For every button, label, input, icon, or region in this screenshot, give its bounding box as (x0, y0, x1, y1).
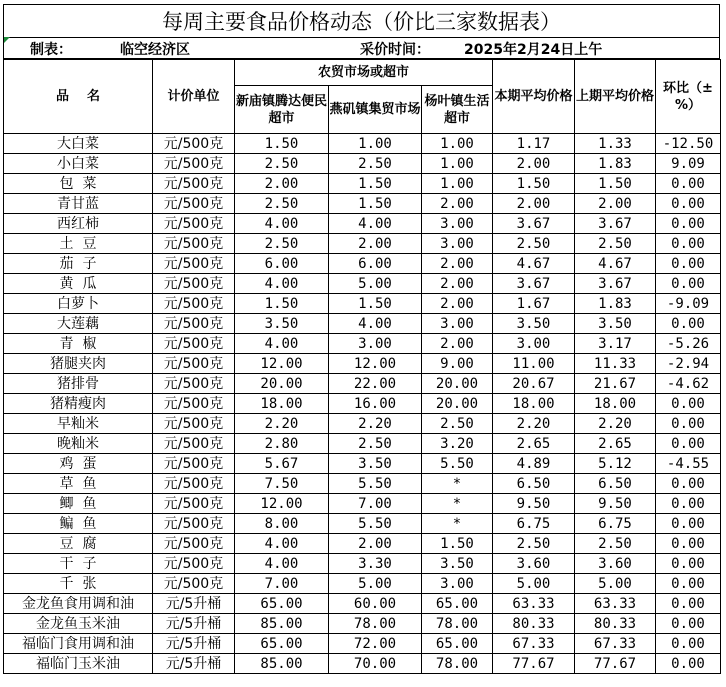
unit-cell: 元/500克 (153, 194, 235, 214)
current-avg-price: 63.33 (493, 594, 575, 614)
current-avg-price: 2.50 (493, 234, 575, 254)
unit-cell: 元/500克 (153, 274, 235, 294)
unit-cell: 元/500克 (153, 294, 235, 314)
header-market3: 杨叶镇生活超市 (422, 86, 493, 134)
market2-price: 3.00 (329, 334, 422, 354)
market2-price: 12.00 (329, 354, 422, 374)
market2-price: 4.00 (329, 214, 422, 234)
change-percent: 0.00 (656, 514, 721, 534)
market2-price: 3.30 (329, 554, 422, 574)
current-avg-price: 2.00 (493, 154, 575, 174)
market1-price: 2.80 (235, 434, 329, 454)
market1-price: 2.20 (235, 414, 329, 434)
maker-value: 临空经济区 (120, 42, 190, 58)
header-market-group: 农贸市场或超市 (235, 60, 493, 86)
previous-avg-price: 5.12 (575, 454, 656, 474)
market3-price: 3.00 (422, 234, 493, 254)
market3-price: 2.50 (422, 414, 493, 434)
market2-price: 1.50 (329, 294, 422, 314)
market1-price: 4.00 (235, 274, 329, 294)
market1-price: 20.00 (235, 374, 329, 394)
table-row (4, 414, 721, 434)
previous-avg-price: 6.50 (575, 474, 656, 494)
current-avg-price: 4.67 (493, 254, 575, 274)
previous-avg-price: 3.67 (575, 274, 656, 294)
market2-price: 2.00 (329, 234, 422, 254)
current-avg-price: 3.67 (493, 214, 575, 234)
market1-price: 4.00 (235, 334, 329, 354)
item-name: 小白菜 (4, 154, 153, 174)
market3-price: 2.00 (422, 254, 493, 274)
market1-price: 3.50 (235, 314, 329, 334)
change-percent: -4.62 (656, 374, 721, 394)
header-current-avg: 本期平均价格 (493, 60, 575, 134)
item-name: 鸡 蛋 (4, 454, 153, 474)
item-name: 西红柿 (4, 214, 153, 234)
unit-cell: 元/500克 (153, 434, 235, 454)
market2-price: 2.20 (329, 414, 422, 434)
market1-price: 8.00 (235, 514, 329, 534)
item-name: 金龙鱼食用调和油 (4, 594, 153, 614)
current-avg-price: 2.50 (493, 534, 575, 554)
current-avg-price: 9.50 (493, 494, 575, 514)
market2-price: 3.50 (329, 454, 422, 474)
market1-price: 4.00 (235, 554, 329, 574)
item-name: 豆 腐 (4, 534, 153, 554)
market2-price: 4.00 (329, 314, 422, 334)
unit-cell: 元/500克 (153, 454, 235, 474)
current-avg-price: 80.33 (493, 614, 575, 634)
current-avg-price: 77.67 (493, 654, 575, 674)
current-avg-price: 20.67 (493, 374, 575, 394)
item-name: 黄 瓜 (4, 274, 153, 294)
current-avg-price: 3.00 (493, 334, 575, 354)
item-name: 早籼米 (4, 414, 153, 434)
market3-price: 65.00 (422, 634, 493, 654)
current-avg-price: 67.33 (493, 634, 575, 654)
previous-avg-price: 3.50 (575, 314, 656, 334)
market3-price: 5.50 (422, 454, 493, 474)
current-avg-price: 3.60 (493, 554, 575, 574)
item-name: 包 菜 (4, 174, 153, 194)
market2-price: 78.00 (329, 614, 422, 634)
change-percent: 0.00 (656, 194, 721, 214)
time-label: 采价时间： (360, 42, 430, 58)
market2-price: 2.50 (329, 434, 422, 454)
market3-price: 1.00 (422, 174, 493, 194)
change-percent: -4.55 (656, 454, 721, 474)
table-row (4, 154, 721, 174)
market3-price: 20.00 (422, 374, 493, 394)
change-percent: 0.00 (656, 434, 721, 454)
change-percent: 0.00 (656, 634, 721, 654)
unit-cell: 元/5升桶 (153, 634, 235, 654)
unit-cell: 元/500克 (153, 354, 235, 374)
change-percent: -9.09 (656, 294, 721, 314)
item-name: 晚籼米 (4, 434, 153, 454)
previous-avg-price: 1.83 (575, 154, 656, 174)
maker-label: 制表： (30, 42, 72, 58)
change-percent: 0.00 (656, 554, 721, 574)
table-row (4, 614, 721, 634)
market2-price: 1.50 (329, 174, 422, 194)
market3-price: 3.50 (422, 554, 493, 574)
current-avg-price: 3.50 (493, 314, 575, 334)
table-row (4, 334, 721, 354)
current-avg-price: 2.00 (493, 194, 575, 214)
unit-cell: 元/5升桶 (153, 614, 235, 634)
header-change: 环比（±%） (656, 60, 721, 134)
change-percent: 0.00 (656, 414, 721, 434)
market3-price: 3.00 (422, 214, 493, 234)
market3-price: 2.00 (422, 294, 493, 314)
market3-price: * (422, 494, 493, 514)
previous-avg-price: 1.33 (575, 134, 656, 154)
change-percent: 0.00 (656, 394, 721, 414)
market1-price: 1.50 (235, 294, 329, 314)
unit-cell: 元/500克 (153, 534, 235, 554)
current-avg-price: 1.67 (493, 294, 575, 314)
price-table (3, 59, 721, 674)
table-row (4, 234, 721, 254)
market3-price: * (422, 514, 493, 534)
current-avg-price: 6.75 (493, 514, 575, 534)
unit-cell: 元/5升桶 (153, 594, 235, 614)
item-name: 猪腿夹肉 (4, 354, 153, 374)
header-previous-avg: 上期平均价格 (575, 60, 656, 134)
market3-price: 78.00 (422, 654, 493, 674)
market2-price: 2.50 (329, 154, 422, 174)
header-name: 品 名 (4, 60, 153, 134)
market2-price: 2.00 (329, 534, 422, 554)
change-percent: -2.94 (656, 354, 721, 374)
unit-cell: 元/500克 (153, 394, 235, 414)
market1-price: 85.00 (235, 614, 329, 634)
change-percent: -12.50 (656, 134, 721, 154)
change-percent: 0.00 (656, 594, 721, 614)
unit-cell: 元/500克 (153, 154, 235, 174)
change-percent: 0.00 (656, 474, 721, 494)
table-row (4, 634, 721, 654)
item-name: 金龙鱼玉米油 (4, 614, 153, 634)
table-row (4, 474, 721, 494)
change-percent: 0.00 (656, 254, 721, 274)
item-name: 大白菜 (4, 134, 153, 154)
market1-price: 7.00 (235, 574, 329, 594)
previous-avg-price: 2.00 (575, 194, 656, 214)
current-avg-price: 5.00 (493, 574, 575, 594)
table-row (4, 514, 721, 534)
market1-price: 5.67 (235, 454, 329, 474)
market2-price: 22.00 (329, 374, 422, 394)
market2-price: 5.00 (329, 274, 422, 294)
change-percent: -5.26 (656, 334, 721, 354)
market3-price: 65.00 (422, 594, 493, 614)
market1-price: 12.00 (235, 494, 329, 514)
unit-cell: 元/500克 (153, 334, 235, 354)
table-row (4, 394, 721, 414)
table-row (4, 434, 721, 454)
market1-price: 1.50 (235, 134, 329, 154)
market2-price: 70.00 (329, 654, 422, 674)
current-avg-price: 2.65 (493, 434, 575, 454)
info-bar (3, 38, 720, 59)
market1-price: 2.50 (235, 194, 329, 214)
previous-avg-price: 2.50 (575, 534, 656, 554)
market1-price: 4.00 (235, 534, 329, 554)
unit-cell: 元/500克 (153, 314, 235, 334)
previous-avg-price: 21.67 (575, 374, 656, 394)
market3-price: 2.00 (422, 194, 493, 214)
table-row (4, 134, 721, 154)
market1-price: 7.50 (235, 474, 329, 494)
market3-price: 3.20 (422, 434, 493, 454)
table-row (4, 494, 721, 514)
unit-cell: 元/500克 (153, 254, 235, 274)
previous-avg-price: 6.75 (575, 514, 656, 534)
current-avg-price: 6.50 (493, 474, 575, 494)
item-name: 大莲藕 (4, 314, 153, 334)
market2-price: 6.00 (329, 254, 422, 274)
unit-cell: 元/5升桶 (153, 654, 235, 674)
unit-cell: 元/500克 (153, 554, 235, 574)
previous-avg-price: 11.33 (575, 354, 656, 374)
change-percent: 0.00 (656, 574, 721, 594)
previous-avg-price: 9.50 (575, 494, 656, 514)
change-percent: 0.00 (656, 654, 721, 674)
current-avg-price: 1.17 (493, 134, 575, 154)
item-name: 白萝卜 (4, 294, 153, 314)
market1-price: 2.50 (235, 154, 329, 174)
market3-price: * (422, 474, 493, 494)
unit-cell: 元/500克 (153, 574, 235, 594)
change-percent: 0.00 (656, 534, 721, 554)
table-row (4, 294, 721, 314)
item-name: 干 子 (4, 554, 153, 574)
unit-cell: 元/500克 (153, 414, 235, 434)
item-name: 茄 子 (4, 254, 153, 274)
market3-price: 1.50 (422, 534, 493, 554)
unit-cell: 元/500克 (153, 514, 235, 534)
time-value: 2025年2月24日上午 (464, 42, 603, 58)
item-name: 猪排骨 (4, 374, 153, 394)
table-row (4, 174, 721, 194)
previous-avg-price: 18.00 (575, 394, 656, 414)
table-row (4, 594, 721, 614)
item-name: 青 椒 (4, 334, 153, 354)
item-name: 青甘蓝 (4, 194, 153, 214)
current-avg-price: 11.00 (493, 354, 575, 374)
unit-cell: 元/500克 (153, 214, 235, 234)
market2-price: 1.00 (329, 134, 422, 154)
current-avg-price: 3.67 (493, 274, 575, 294)
unit-cell: 元/500克 (153, 134, 235, 154)
market3-price: 9.00 (422, 354, 493, 374)
previous-avg-price: 2.65 (575, 434, 656, 454)
table-row (4, 314, 721, 334)
market2-price: 1.50 (329, 194, 422, 214)
change-percent: 0.00 (656, 174, 721, 194)
previous-avg-price: 3.60 (575, 554, 656, 574)
previous-avg-price: 2.50 (575, 234, 656, 254)
previous-avg-price: 63.33 (575, 594, 656, 614)
current-avg-price: 18.00 (493, 394, 575, 414)
market3-price: 2.00 (422, 334, 493, 354)
market2-price: 60.00 (329, 594, 422, 614)
market2-price: 5.50 (329, 474, 422, 494)
previous-avg-price: 2.20 (575, 414, 656, 434)
header-unit: 计价单位 (153, 60, 235, 134)
item-name: 鳊 鱼 (4, 514, 153, 534)
table-row (4, 354, 721, 374)
table-row (4, 254, 721, 274)
table-row (4, 374, 721, 394)
market1-price: 65.00 (235, 594, 329, 614)
previous-avg-price: 5.00 (575, 574, 656, 594)
market2-price: 5.00 (329, 574, 422, 594)
unit-cell: 元/500克 (153, 234, 235, 254)
change-percent: 0.00 (656, 274, 721, 294)
previous-avg-price: 77.67 (575, 654, 656, 674)
change-percent: 0.00 (656, 314, 721, 334)
market1-price: 2.00 (235, 174, 329, 194)
previous-avg-price: 3.17 (575, 334, 656, 354)
previous-avg-price: 4.67 (575, 254, 656, 274)
previous-avg-price: 3.67 (575, 214, 656, 234)
market1-price: 4.00 (235, 214, 329, 234)
change-percent: 0.00 (656, 494, 721, 514)
header-market1: 新庙镇腾达便民超市 (235, 86, 329, 134)
table-row (4, 574, 721, 594)
previous-avg-price: 1.83 (575, 294, 656, 314)
change-percent: 0.00 (656, 234, 721, 254)
market2-price: 7.00 (329, 494, 422, 514)
change-percent: 0.00 (656, 214, 721, 234)
market3-price: 3.00 (422, 314, 493, 334)
previous-avg-price: 67.33 (575, 634, 656, 654)
header-market2: 燕矶镇集贸市场 (329, 86, 422, 134)
market3-price: 20.00 (422, 394, 493, 414)
current-avg-price: 1.50 (493, 174, 575, 194)
table-row (4, 194, 721, 214)
market1-price: 65.00 (235, 634, 329, 654)
item-name: 鲫 鱼 (4, 494, 153, 514)
market3-price: 78.00 (422, 614, 493, 634)
previous-avg-price: 1.50 (575, 174, 656, 194)
item-name: 福临门玉米油 (4, 654, 153, 674)
market1-price: 6.00 (235, 254, 329, 274)
market1-price: 2.50 (235, 234, 329, 254)
table-row (4, 534, 721, 554)
current-avg-price: 2.20 (493, 414, 575, 434)
table-row (4, 654, 721, 674)
unit-cell: 元/500克 (153, 474, 235, 494)
unit-cell: 元/500克 (153, 174, 235, 194)
unit-cell: 元/500克 (153, 494, 235, 514)
current-avg-price: 4.89 (493, 454, 575, 474)
market3-price: 3.00 (422, 574, 493, 594)
change-percent: 9.09 (656, 154, 721, 174)
item-name: 福临门食用调和油 (4, 634, 153, 654)
item-name: 千 张 (4, 574, 153, 594)
market1-price: 85.00 (235, 654, 329, 674)
item-name: 猪精瘦肉 (4, 394, 153, 414)
market1-price: 12.00 (235, 354, 329, 374)
market2-price: 72.00 (329, 634, 422, 654)
previous-avg-price: 80.33 (575, 614, 656, 634)
item-name: 土 豆 (4, 234, 153, 254)
table-row (4, 454, 721, 474)
table-row (4, 554, 721, 574)
page-title: 每周主要食品价格动态（价比三家数据表） (3, 4, 720, 38)
market3-price: 2.00 (422, 274, 493, 294)
market1-price: 18.00 (235, 394, 329, 414)
table-row (4, 214, 721, 234)
market2-price: 5.50 (329, 514, 422, 534)
market3-price: 1.00 (422, 154, 493, 174)
item-name: 草 鱼 (4, 474, 153, 494)
market3-price: 1.00 (422, 134, 493, 154)
table-row (4, 274, 721, 294)
change-percent: 0.00 (656, 614, 721, 634)
unit-cell: 元/500克 (153, 374, 235, 394)
market2-price: 16.00 (329, 394, 422, 414)
